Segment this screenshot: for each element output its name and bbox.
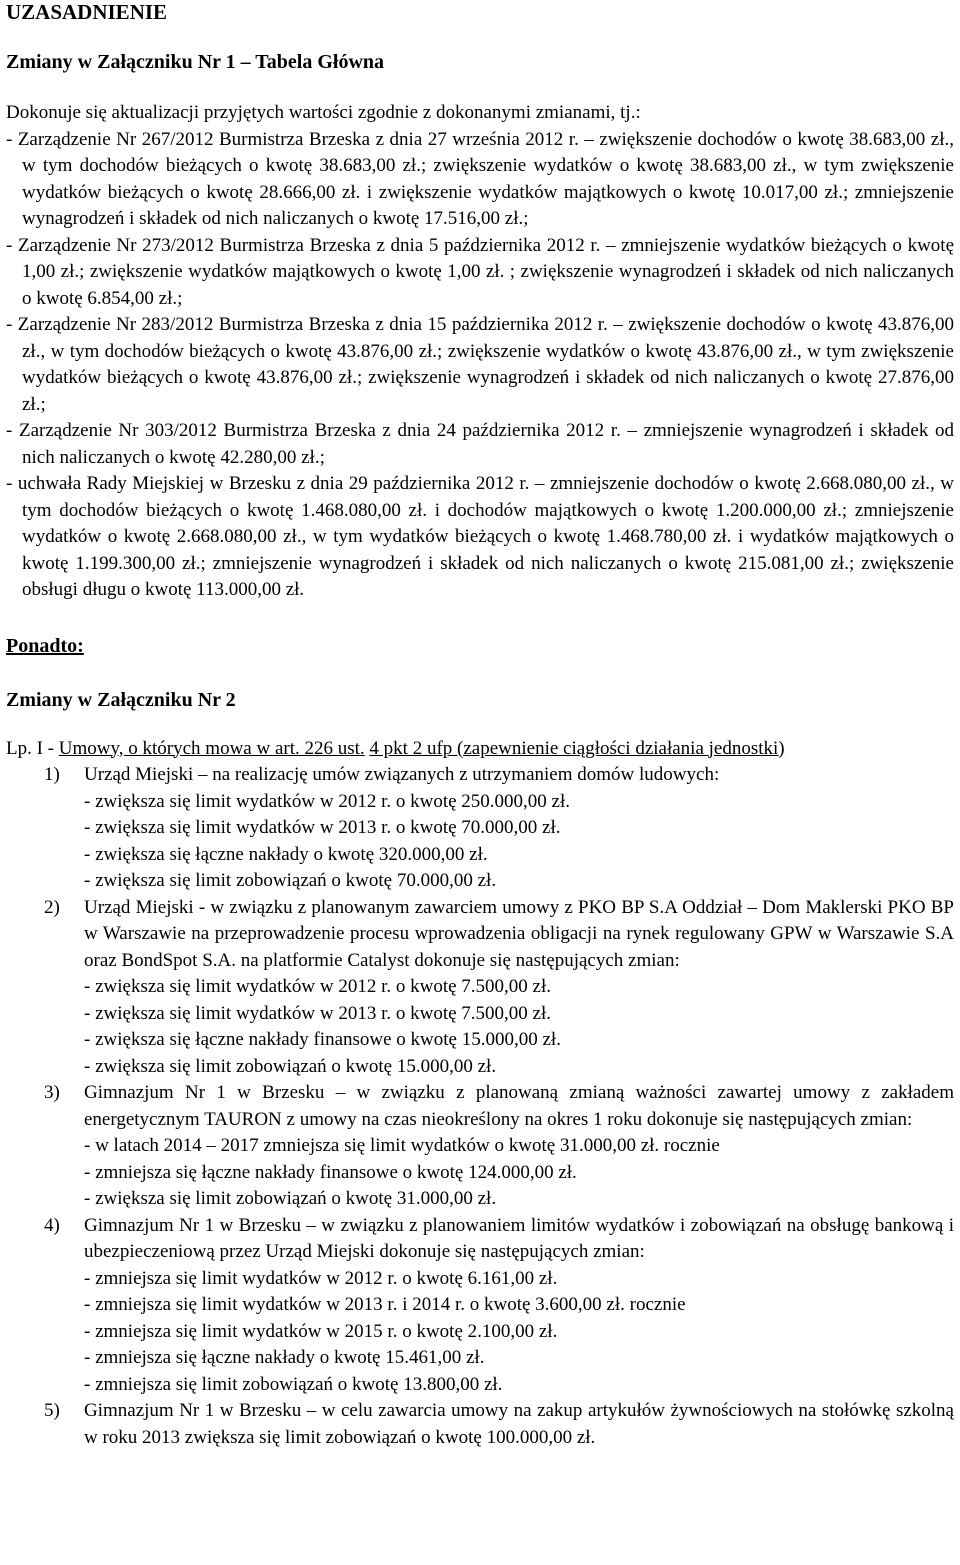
item-number: 2) xyxy=(44,896,60,918)
item-number: 1) xyxy=(44,764,60,785)
sub-item: - zwiększa się limit wydatków w 2012 r. o kwotę 250.000,00 zł. xyxy=(84,790,571,812)
sub-item: - zwiększa się łączne nakłady o kwotę 320.000,00 zł. xyxy=(84,843,488,865)
change-item: - uchwała Rady Miejskiej w Brzesku z dnia 29 października 2012 r. – zmniejszenie dochodów o kwotę 2.668.080,00 zł., w tym dochodów bieżących o kwotę 1.468.080,00 zł. i dochodów majątkowych o kwotę 1.200.000,00 zł.; zmniejszenie wydatków o kwotę 2.668.080,00 zł., w tym wydatków bieżących o kwotę 1.468.780,00 zł. i wydatków majątkowych o kwotę 1.199.300,00 zł.; zmniejszenie wynagrodzeń i składek od nich naliczanych o kwotę 215.081,00 zł.; zwiększenie obsługi długu o kwotę 113.000,00 zł. xyxy=(6,473,954,600)
document-title: UZASADNIENIE xyxy=(6,0,168,24)
list-item xyxy=(44,1080,954,1133)
list-item xyxy=(44,762,954,789)
sub-item: - zmniejsza się limit wydatków w 2013 r. i 2014 r. o kwotę 3.600,00 zł. rocznie xyxy=(84,1294,686,1315)
sub-item: - zwiększa się limit zobowiązań o kwotę 70.000,00 zł. xyxy=(84,870,497,891)
sub-item: - zmniejsza się limit wydatków w 2015 r. o kwotę 2.100,00 zł. xyxy=(84,1320,558,1342)
lp-link-1: Umowy, o których mowa w art. 226 ust. xyxy=(58,737,365,759)
lp-link-2: 4 pkt 2 ufp (zapewnienie ciągłości działania jednostki) xyxy=(369,737,785,759)
sub-item: - zmniejsza się limit wydatków w 2012 r. o kwotę 6.161,00 zł. xyxy=(84,1267,558,1289)
sub-item: - w latach 2014 – 2017 zmniejsza się limit wydatków o kwotę 31.000,00 zł. rocznie xyxy=(84,1135,720,1156)
list-item xyxy=(44,1398,954,1451)
numbered-list xyxy=(6,762,954,1451)
sub-item: - zmniejsza się łączne nakłady finansowe o kwotę 124.000,00 zł. xyxy=(84,1161,577,1183)
item-text: Gimnazjum Nr 1 w Brzesku – w związku z planowaniem limitów wydatków i zobowiązań na obsługę bankową i ubezpieczeniową przez Urząd Miejski dokonuje się następujących zmian: xyxy=(84,1214,954,1262)
section2-heading: Zmiany w Załączniku Nr 2 xyxy=(6,689,236,711)
lp-prefix: Lp. I - xyxy=(6,737,59,759)
item-text: Gimnazjum Nr 1 w Brzesku – w związku z planowaną zmianą ważności zawartej umowy z zakładem energetycznym TAURON z umowy na czas nieokreślony na okres 1 roku dokonuje się następujących zmian: xyxy=(84,1082,954,1130)
sub-item: - zwiększa się limit wydatków w 2013 r. o kwotę 70.000,00 zł. xyxy=(84,817,561,838)
item-text: Urząd Miejski – na realizację umów związanych z utrzymaniem domów ludowych: xyxy=(84,764,720,785)
item-number: 5) xyxy=(44,1400,60,1421)
sub-item: - zmniejsza się limit zobowiązań o kwotę 13.800,00 zł. xyxy=(84,1373,503,1395)
sub-item: - zwiększa się łączne nakłady finansowe o kwotę 15.000,00 zł. xyxy=(84,1029,561,1050)
sub-item: - zwiększa się limit zobowiązań o kwotę 15.000,00 zł. xyxy=(84,1055,497,1077)
change-item: - Zarządzenie Nr 283/2012 Burmistrza Brzeska z dnia 15 października 2012 r. – zwiększenie dochodów o kwotę 43.876,00 zł., w tym dochodów bieżących o kwotę 43.876,00 zł.; zwiększenie wydatków o kwotę 43.876,00 zł., w tym zwiększenie wydatków bieżących o kwotę 43.876,00 zł.; zwiększenie wynagrodzeń i składek od nich naliczanych o kwotę 27.876,00 zł.; xyxy=(6,314,954,415)
change-item: - Zarządzenie Nr 267/2012 Burmistrza Brzeska z dnia 27 września 2012 r. – zwiększenie dochodów o kwotę 38.683,00 zł., w tym dochodów bieżących o kwotę 38.683,00 zł.; zwiększenie wydatków o kwotę 38.683,00 zł., w tym zwiększenie wydatków bieżących o kwotę 28.666,00 zł. i zwiększenie wydatków majątkowych o kwotę 10.017,00 zł.; zmniejszenie wynagrodzeń i składek od nich naliczanych o kwotę 17.516,00 zł.; xyxy=(6,128,954,229)
intro-text: Dokonuje się aktualizacji przyjętych wartości zgodnie z dokonanymi zmianami, tj.: xyxy=(6,102,641,123)
lp-line xyxy=(6,736,954,763)
sub-item: - zwiększa się limit wydatków w 2013 r. o kwotę 7.500,00 zł. xyxy=(84,1002,552,1024)
item-text: Urząd Miejski - w związku z planowanym zawarciem umowy z PKO BP S.A Oddział – Dom Maklerski PKO BP w Warszawie na przeprowadzenie procesu wprowadzenia obligacji na rynek regulowany GPW w Warszawie S.A oraz BondSpot S.A. na platformie Catalyst dokonuje się następujących zmian: xyxy=(84,896,954,971)
sub-item: - zwiększa się limit wydatków w 2012 r. o kwotę 7.500,00 zł. xyxy=(84,976,552,997)
change-item: - Zarządzenie Nr 303/2012 Burmistrza Brzeska z dnia 24 października 2012 r. – zmniejszenie wynagrodzeń i składek od nich naliczanych o kwotę 42.280,00 zł.; xyxy=(6,420,954,468)
item-number: 4) xyxy=(44,1214,60,1236)
sub-item: - zmniejsza się łączne nakłady o kwotę 15.461,00 zł. xyxy=(84,1347,485,1368)
sub-item: - zwiększa się limit zobowiązań o kwotę 31.000,00 zł. xyxy=(84,1188,497,1209)
list-item xyxy=(44,1213,954,1266)
item-text: Gimnazjum Nr 1 w Brzesku – w celu zawarcia umowy na zakup artykułów żywnościowych na stołówkę szkolną w roku 2013 zwiększa się limit zobowiązań o kwotę 100.000,00 zł. xyxy=(84,1400,954,1448)
change-item: - Zarządzenie Nr 273/2012 Burmistrza Brzeska z dnia 5 października 2012 r. – zmniejszenie wydatków bieżących o kwotę 1,00 zł.; zwiększenie wydatków majątkowych o kwotę 1,00 zł. ; zwiększenie wynagrodzeń i składek od nich naliczanych o kwotę 6.854,00 zł.; xyxy=(6,234,954,309)
item-number: 3) xyxy=(44,1082,60,1103)
section1-heading: Zmiany w Załączniku Nr 1 – Tabela Główna xyxy=(6,51,385,73)
ponadto-heading: Ponadto: xyxy=(6,634,84,657)
list-item xyxy=(44,895,954,975)
